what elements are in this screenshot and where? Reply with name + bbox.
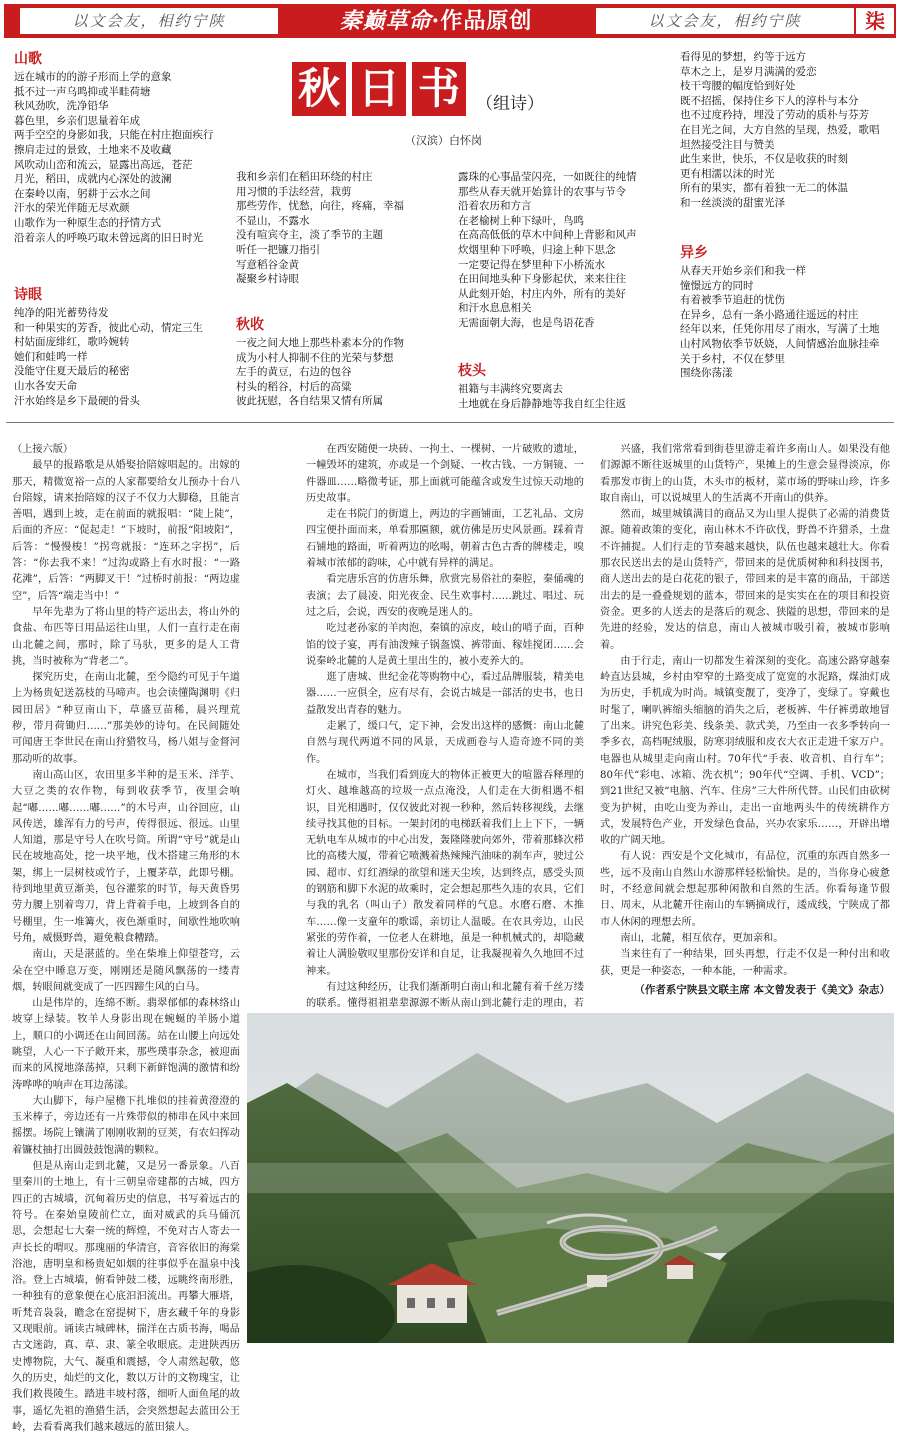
poem-line: 山水各安天命 [14, 379, 77, 392]
section-name: 作品原创 [440, 8, 533, 34]
poem-line: 秋风劲吹，洗净铅华 [14, 100, 109, 113]
article-paragraph: 看完唐乐宫的仿唐乐舞，欣赏完易俗社的秦腔，秦俑魂的表演；去了晨凌、阳光夜金、民生欢事村……跳过、唱过、玩过之后，会说，西安的夜晚是迷人的。 [306, 574, 584, 618]
poem-line: 那些劳作，忧愁，向往，疼痛，幸福 [236, 200, 404, 213]
article-paragraph: 走在书院门的街道上，两边的字画铺面，工艺礼品、文房四宝便扑面而来，单看那匾额，就仿佛是历史风景画。踩着青石铺地的路面，听着两边的吆喝，朝着古色古香的牌楼走，嗅着城市浓郁的韵味，心中就有异样的满足。 [306, 509, 584, 570]
article-paragraph: 然而，城里城镇满目的商品又为山里人提供了必需的消费货源。随着政策的变化，南山林木不许砍伐，野兽不许猎杀，土盘不许捕捉。人们行走的节奏越来越快，队伍也越来越壮大。你看那农民送出去的是山货特产，带回来的是优质树种和科技图书，商人送出去的是白花花的银子，带回来的是丰富的商品，干部送出去的是一叠叠规划的蓝本，带回来的是实实在在的项目和投资资金。更多的人送去的是落后的观念、狭隘的思想，带回来的是先进的经验，发达的信息，南山人被城市吸引着，被城市影响着。 [600, 509, 890, 651]
poem-section-zhitou [458, 362, 672, 411]
article-column-3 [600, 442, 890, 1012]
title-char-3: 书 [412, 62, 466, 116]
poem-line: 不显山，不露水 [236, 214, 310, 227]
poem-section-zhitou-cont [680, 50, 896, 211]
poem-author: （汉滨）白怀岗 [405, 134, 482, 147]
poem-line: 和一丝淡淡的甜蜜光泽 [680, 196, 785, 209]
poem-section-title: 诗眼 [14, 287, 42, 303]
poem-section-qiushou [236, 316, 450, 409]
article-paragraph: 南山高山区，农田里多半种的是玉米、洋芋、大豆之类的农作物，每到收获季节，夜里会响起“嘟……嘟……嘟……”的木号声，山谷回应，山风传送，雄浑有力的号声，传得很远、很远。山里人知道，那是守号人在吹号筒。所谓“守号”就是山民在坡地高处，挖一块平地，伐木搭建三角形的木架，绑上一层树枝或竹子，上覆茅草，此即号棚。待到地里黄豆渐美，包谷灌浆的时节，每天黄昏男劳力腰上别着弯刀，背上背着手电，上坡到各自的号棚里，生一堆篝火，夜色渐重时，间歇性地吹响号角，威慑野兽，避免粮食糟踏。 [12, 769, 240, 944]
poem-line: 既不招摇，保持住乡下人的淳朴与本分 [680, 94, 859, 107]
title-char-1: 秋 [292, 62, 346, 116]
poem-line: 从此刻开始，村庄内外，所有的美好 [458, 287, 626, 300]
article-paragraph: 山是伟岸的，连绵不断。翡翠郁郁的森林络山坡穿上绿装。牧羊人身影出现在蜿蜒的羊肠小道上，顺口的小调还在山间回荡。站在山腰上向远处眺望，人心一下子敞开来，那些璞事杂念，被迎面而来的风搅地涤荡掉，只剩下新鲜饱满的激情和纷涛哗哗的响声在耳边荡漾。 [12, 998, 240, 1091]
article-paragraph: 逛了唐城、世纪金花等购物中心，看过品牌服装，精美电器……一应俱全，应有尽有，会说古城是一部活的史书，也日益散发出青春的魅力。 [306, 672, 584, 716]
poem-line: 露珠的心事晶莹闪亮，一如既往的纯情 [458, 171, 637, 183]
article-paragraph: 由于行走，南山一切都发生着深刻的变化。高速公路穿越秦岭直达县城，乡村由窄窄的土路变成了宽宽的水泥路，煤油灯成为历史，手机成为时尚。城镇变靓了，变净了，变绿了。穿戴也时髦了，喇叭裤缩头缩脑的消失之后，老板裤、牛仔裤勇敢地冒了出来。讲究色彩美、线条美、款式美，乃至由一衣多季转向一季多衣，高档呢绒服，防寒羽绒服和皮衣大衣正走进千家万户。电器也从城里走向南山村。70年代“手表、收音机、自行车”；80年代“彩电、冰箱、洗衣机”；90年代“空调、手机、VCD”；到21世纪又被“电脑、汽车、住房”三大件所代替。山民们由砍树变为护树，由吃山变为养山，走出一亩地两头牛的传统耕作方式，发展特色产业，开发绿色食品，兴办农家乐……，开辟出增收的广阔天地。 [600, 655, 890, 847]
poem-line: 在高高低低的草木中间种上背影和风声 [458, 229, 637, 242]
poem-line: 在异乡，总有一条小路通往遥远的村庄 [680, 308, 859, 321]
poem-line: 左手的黄豆，右边的包谷 [236, 366, 352, 379]
poem-line: 枝干弯腰的幅度恰到好处 [680, 80, 796, 93]
poem-section-qiushou-cont [458, 170, 672, 331]
poem-line: 成为小村人抑制不住的光荣与梦想 [236, 351, 394, 364]
author-signature: （作者系宁陕县文联主席 本文曾发表于《美文》杂志） [634, 983, 890, 996]
poem-line: 月光，稻田，成就内心深处的波澜 [14, 173, 172, 186]
poem-line: 两手空空的身影如我，只能在村庄抱面疾行 [14, 129, 214, 142]
poem-line: 也不过度矜持，埋没了劳动的质朴与芬芳 [680, 109, 869, 122]
article-paragraph: （上接六版） [12, 444, 74, 455]
poem-subtitle: （组诗） [476, 94, 544, 114]
poem-line: 抵不过一声乌鸣抑或半畦荷塘 [14, 85, 151, 98]
poem-line: 汗水的荣光伴随无尽欢颜 [14, 202, 130, 215]
poem-line: 炊烟里种下呼唤，归途上种下思念 [458, 243, 616, 256]
article-paragraph: 南山，北麓，相互依存，更加亲和。 [620, 932, 784, 944]
poem-section-shange [14, 50, 236, 245]
page-header [4, 4, 896, 38]
poem-title [292, 62, 544, 116]
article-paragraph: 大山脚下，每户屋檐下扎堆似的挂着黄澄澄的玉米棒子，旁边还有一片殊带似的柿串在风中来回摇摆。场院上镶满了刚刚收割的豆荚，有农妇挥动着镰杖抽打出圆鼓鼓饱满的颗粒。 [12, 1095, 240, 1156]
article-column-2 [306, 442, 584, 1012]
poem-line: 沿着亲人的呼唤巧取未曾远离的旧日时光 [14, 231, 203, 244]
poem-line: 关于乡村，不仅在梦里 [680, 352, 785, 365]
poem-line: 那些从春天就开始算计的农事与节令 [458, 185, 626, 198]
masthead-logo: 秦巅草命 [339, 8, 432, 34]
poem-line: 风吹动山峦和流云，显露出高远，苍茫 [14, 158, 193, 171]
poem-section-title: 秋收 [236, 317, 264, 333]
poem-section-yixiang [680, 244, 896, 381]
article-paragraph: 走累了，缓口气，定下神，会发出这样的感慨：南山北麓自然与现代两道不同的风景，天成画卷与人造奇迹不同的美作。 [306, 721, 584, 765]
poem-line: 一定要记得在梦里种下小桥流水 [458, 258, 605, 271]
article-paragraph: 有人说：西安是个文化城市，有品位，沉重的东西自然多一些，远不及南山自然山水游那样轻松愉快。是的，当你身心疲惫时，不经意间就会想起那种闲散和自然的生活。你看每逢节假日、周末，从北麓开往南山的车辆摘成行，逶成线，宁陕成了都市人休闲的理想去所。 [600, 851, 890, 928]
poem-line: 写意稻谷金黄 [236, 258, 299, 271]
poem-line: 我和乡亲们在稻田环绕的村庄 [236, 171, 373, 183]
poem-line: 有着被季节追赶的忧伤 [680, 294, 785, 307]
article-column-1 [12, 442, 240, 1433]
poem-line: 擦肩走过的景致，土地来不及收藏 [14, 143, 172, 156]
poem-line: 山歌作为一种原生态的抒情方式 [14, 216, 161, 229]
article-paragraph: 在城市，当我们看到庞大的物体正被更大的喧嚣吞释理的灯火、越堆越高的垃圾一点点淹没，人们走在大街相遇不相识，目光相遇时，仅仅彼此对视一秒种，然后转移视线，去继续寻找其他的目标。一架封闭的电梯跃着我们上上下下，一辆无轨电车从城市的中心出发，轰隆隆驶向郊外，带着那蜂次栉比的高楼大厦，带着它喷溅着热辣辣汽油味的刹车声，驶过公园、超市、灯红酒绿的欲望和迷天尘埃，达到终点，感受头顶的钢筋和脚下水泥的故乘时，定会想起那些久违的农具，它们与我的乳名（叫山子）散发着同样的气息。水磨石磨、木推车……像一支童年的歌谣，亲切让人温暖。在农具旁边，山民紧张的劳作着，一位老人在耕地，虽是一种机械式的，却隐藏着让人满脸敬叹里那份安详和自足，让我凝视着久久地回不过神来。 [306, 769, 584, 977]
title-char-2: 日 [352, 62, 406, 116]
poem-line: 没能守住夏天最后的秘密 [14, 365, 130, 378]
poem-line: 村头的稻谷，村后的高粱 [236, 380, 352, 393]
poem-line: 此生来世，快乐，不仅是收获的时刻 [680, 153, 848, 166]
poem-line: 和一种果实的芳香，彼此心动，情定三生 [14, 321, 203, 334]
poem-line: 山村风物依季节妖娆，人间情感治血脉挂牵 [680, 337, 880, 350]
poem-line: 村姑面庞绯红，歌吟婉转 [14, 336, 130, 349]
poem-section-shiyan-cont [236, 170, 450, 287]
header-section-title [286, 4, 586, 38]
poem-line: 经年以来，任凭你用尽了雨水，写满了土地 [680, 323, 880, 336]
poem-line: 所有的果实，都有着独一无二的体温 [680, 182, 848, 195]
poem-line: 远在城市的的游子形而上学的意象 [14, 71, 172, 83]
poem-section-title: 枝头 [458, 363, 486, 379]
poem-line: 凝聚乡村诗眼 [236, 273, 299, 286]
article-paragraph: 但是从南山走到北麓，又是另一番景象。八百里秦川的土地上，有十三朝皇帝建都的古城，四方四正的古城墙，沉甸着历史的信息，书写着远古的符号。在秦始皇陵前伫立，面对威武的兵马俑沉思，会想起七大秦一统的辉煌，不免对古人寄去一声长长的喟叹。那瑰丽的华清宫，音容依旧的海棠浴池，唐明皇和杨贵妃如烟的往事似乎在温泉中浅浴。登上古城墙，俯看钟鼓二楼，远眺终南形胜，一种独有的意象便在心底汩汩流出。再攀大雁塔，听梵音袅袅，瞻念在窑提树下，唐玄藏千年的身影又现眼前。诵读古城碑林，揣洋在古质书海，喝品古文迷韵，真、草、隶、篆全收眼底。走进陕西历史博物院，大气、凝重和震撼，令人肃然起敬，悠久的历史，灿烂的文化，数以万计的文物瑰宝，让我们救畏陵生。踏进丰坡村落，细听人面鱼尾的故事，遥忆先祖的渔猎生活，会突然想起去蓝田公王岭，去看看离我们越来越远的蓝田猿人。 [12, 1161, 240, 1433]
poem-line: 在目光之间，大方自然的呈现，热爱，歌唱 [680, 123, 880, 136]
poem-line: 一夜之间大地上那些朴素本分的作物 [236, 337, 404, 349]
article-paragraph: 吃过老孙家的羊肉泡，秦镇的凉皮，岐山的哨子面，百种馅的饺子宴，再有油泼辣子锅盔馍、裤带面、稼娃搅团……会说秦岭北麓的人是黄土里出生的，被小麦养大的。 [306, 623, 584, 667]
poem-line: 在秦岭以南，躬耕于云水之间 [14, 187, 151, 200]
poem-line: 在老榆树上种下绿叶，鸟鸣 [458, 214, 584, 227]
poem-line: 更有相濡以沫的时光 [680, 167, 775, 180]
poem-line: 围绕你荡漾 [680, 367, 733, 380]
poem-line: 沿着农历和方言 [458, 200, 532, 213]
article-paragraph: 南山，天是湛蓝的。坐在柴堆上仰望苍穹，云朵在空中睡息万变，刚刚还是随风飘荡的一缕青烟，转眼间就变成了一匹四蹄生风的白马。 [12, 949, 240, 993]
page-number: 柒 [856, 8, 894, 34]
poem-line: 暮色里，乡亲们思量着年成 [14, 114, 140, 127]
header-separator: · [431, 8, 441, 34]
article-paragraph: 当来往有了一种结果，回头再想，行走不仅是一种付出和收获，更是一种姿态，一种本能，一种需求。 [600, 949, 890, 977]
article-paragraph: 早年先辈为了将山里的特产运出去，将山外的食盐、布匹等日用品运往山里，人们一直行走在南山北麓之间，那时，除了马驮，更多的是人工背挑，当时被称为“背老二”。 [12, 606, 240, 667]
poem-line: 用习惯的手法经营，栽剪 [236, 185, 352, 198]
poem-line: 没有喧宾夺主，淡了季节的主题 [236, 229, 383, 242]
poem-line: 彼此抚慰，各自结果又情有所属 [236, 395, 383, 408]
article-paragraph: 探究历史，在南山北麓，至今隐约可见于午道上为杨贵妃送荔枝的马啼声。也会读懂陶渊明《归园田居》“种豆南山下，草盛豆苗稀，晨兴理荒秽，带月荷锄归……”那美妙的诗句。在民间随处可闻唐王李世民在南山狩猎牧马，杨八姐与金督河那动听的故事。 [12, 672, 240, 765]
poem-line: 听任一把镰刀指引 [236, 243, 320, 256]
header-slogan-right: 以文会友，相约宁陕 [596, 8, 854, 34]
poem-line: 草木之上，是岁月满满的爱恋 [680, 65, 817, 78]
section-divider [6, 422, 894, 423]
poem-line: 看得见的梦想，约等于远方 [680, 51, 806, 63]
header-slogan-left: 以文会友，相约宁陕 [20, 8, 278, 34]
poem-line: 祖籍与丰满终究要离去 [458, 383, 563, 395]
poem-line: 无需面朝大海，也是鸟语花香 [458, 316, 595, 329]
article-paragraph: 有过这种经历，让我们渐渐明白南山和北麓有着千丝万缕的联系。懂得祖祖辈辈源源不断从南山到北麓行走的理由，若 [306, 981, 584, 1010]
poem-section-shiyan [14, 286, 236, 408]
landscape-photo [247, 1013, 894, 1343]
article-paragraph: 最早的报路歌是从婚娶拾陪嫁唱起的。出嫁的那天，精微宽裕一点的人家都要给女儿预办十台八台陪嫁，请来抬陪嫁的汉子不仅力大脚稳，且能言善唱，遇到上坡，走在前面的就报唱：“陡上陡”，后面的齐应：“促起走！”下坡时，前报“阳坡阳”，后答：“慢慢梭！”拐弯就报：“连环之字拐”，后答：“你去我不来！”过沟或路上有水时报：“一路花滩”，后答：“两脚叉干！”过桥时前报：“两边虚空”，后答“端走当中！” [12, 460, 240, 602]
poem-line: 她们和蛙鸣一样 [14, 350, 88, 363]
article-paragraph: 在西安随便一块砖、一拘土、一棵树、一片破败的遗址，一幢毁坏的建筑，亦或是一个剑疑、一枚古钱、一方铜镜、一件器皿……略微考证，那上面就可能蕴含或发生过惊天动地的历史故事。 [306, 444, 584, 504]
mountain-highway-image [247, 1013, 894, 1343]
poem-line: 土地就在身后静静地等我自红尘往返 [458, 397, 626, 410]
poem-line: 在田间地头种下身影起伏，来来往往 [458, 273, 626, 286]
poem-line: 汗水始终是乡下最硬的骨头 [14, 394, 140, 407]
poem-line: 从春天开始乡亲们和我一样 [680, 265, 806, 277]
poem-line: 坦然接受注目与赞美 [680, 138, 775, 151]
article-paragraph: 兴盛，我们常常看到街巷里游走着许多南山人。如果没有他们源源不断往返城里的山货特产，果摊上的生意会显得淡凉，你看那发市街上的山货，木头市的板材，菜市场的野味山珍，许多取自南山，可以说城里人的生活离不开南山的供养。 [600, 444, 890, 504]
poem-line: 和汗水息息相关 [458, 302, 532, 315]
poem-line: 憧憬远方的同时 [680, 279, 754, 292]
poem-section-title: 山歌 [14, 51, 42, 67]
poem-line: 纯净的阳光蓄势待发 [14, 307, 109, 319]
poem-section-title: 异乡 [680, 245, 708, 261]
